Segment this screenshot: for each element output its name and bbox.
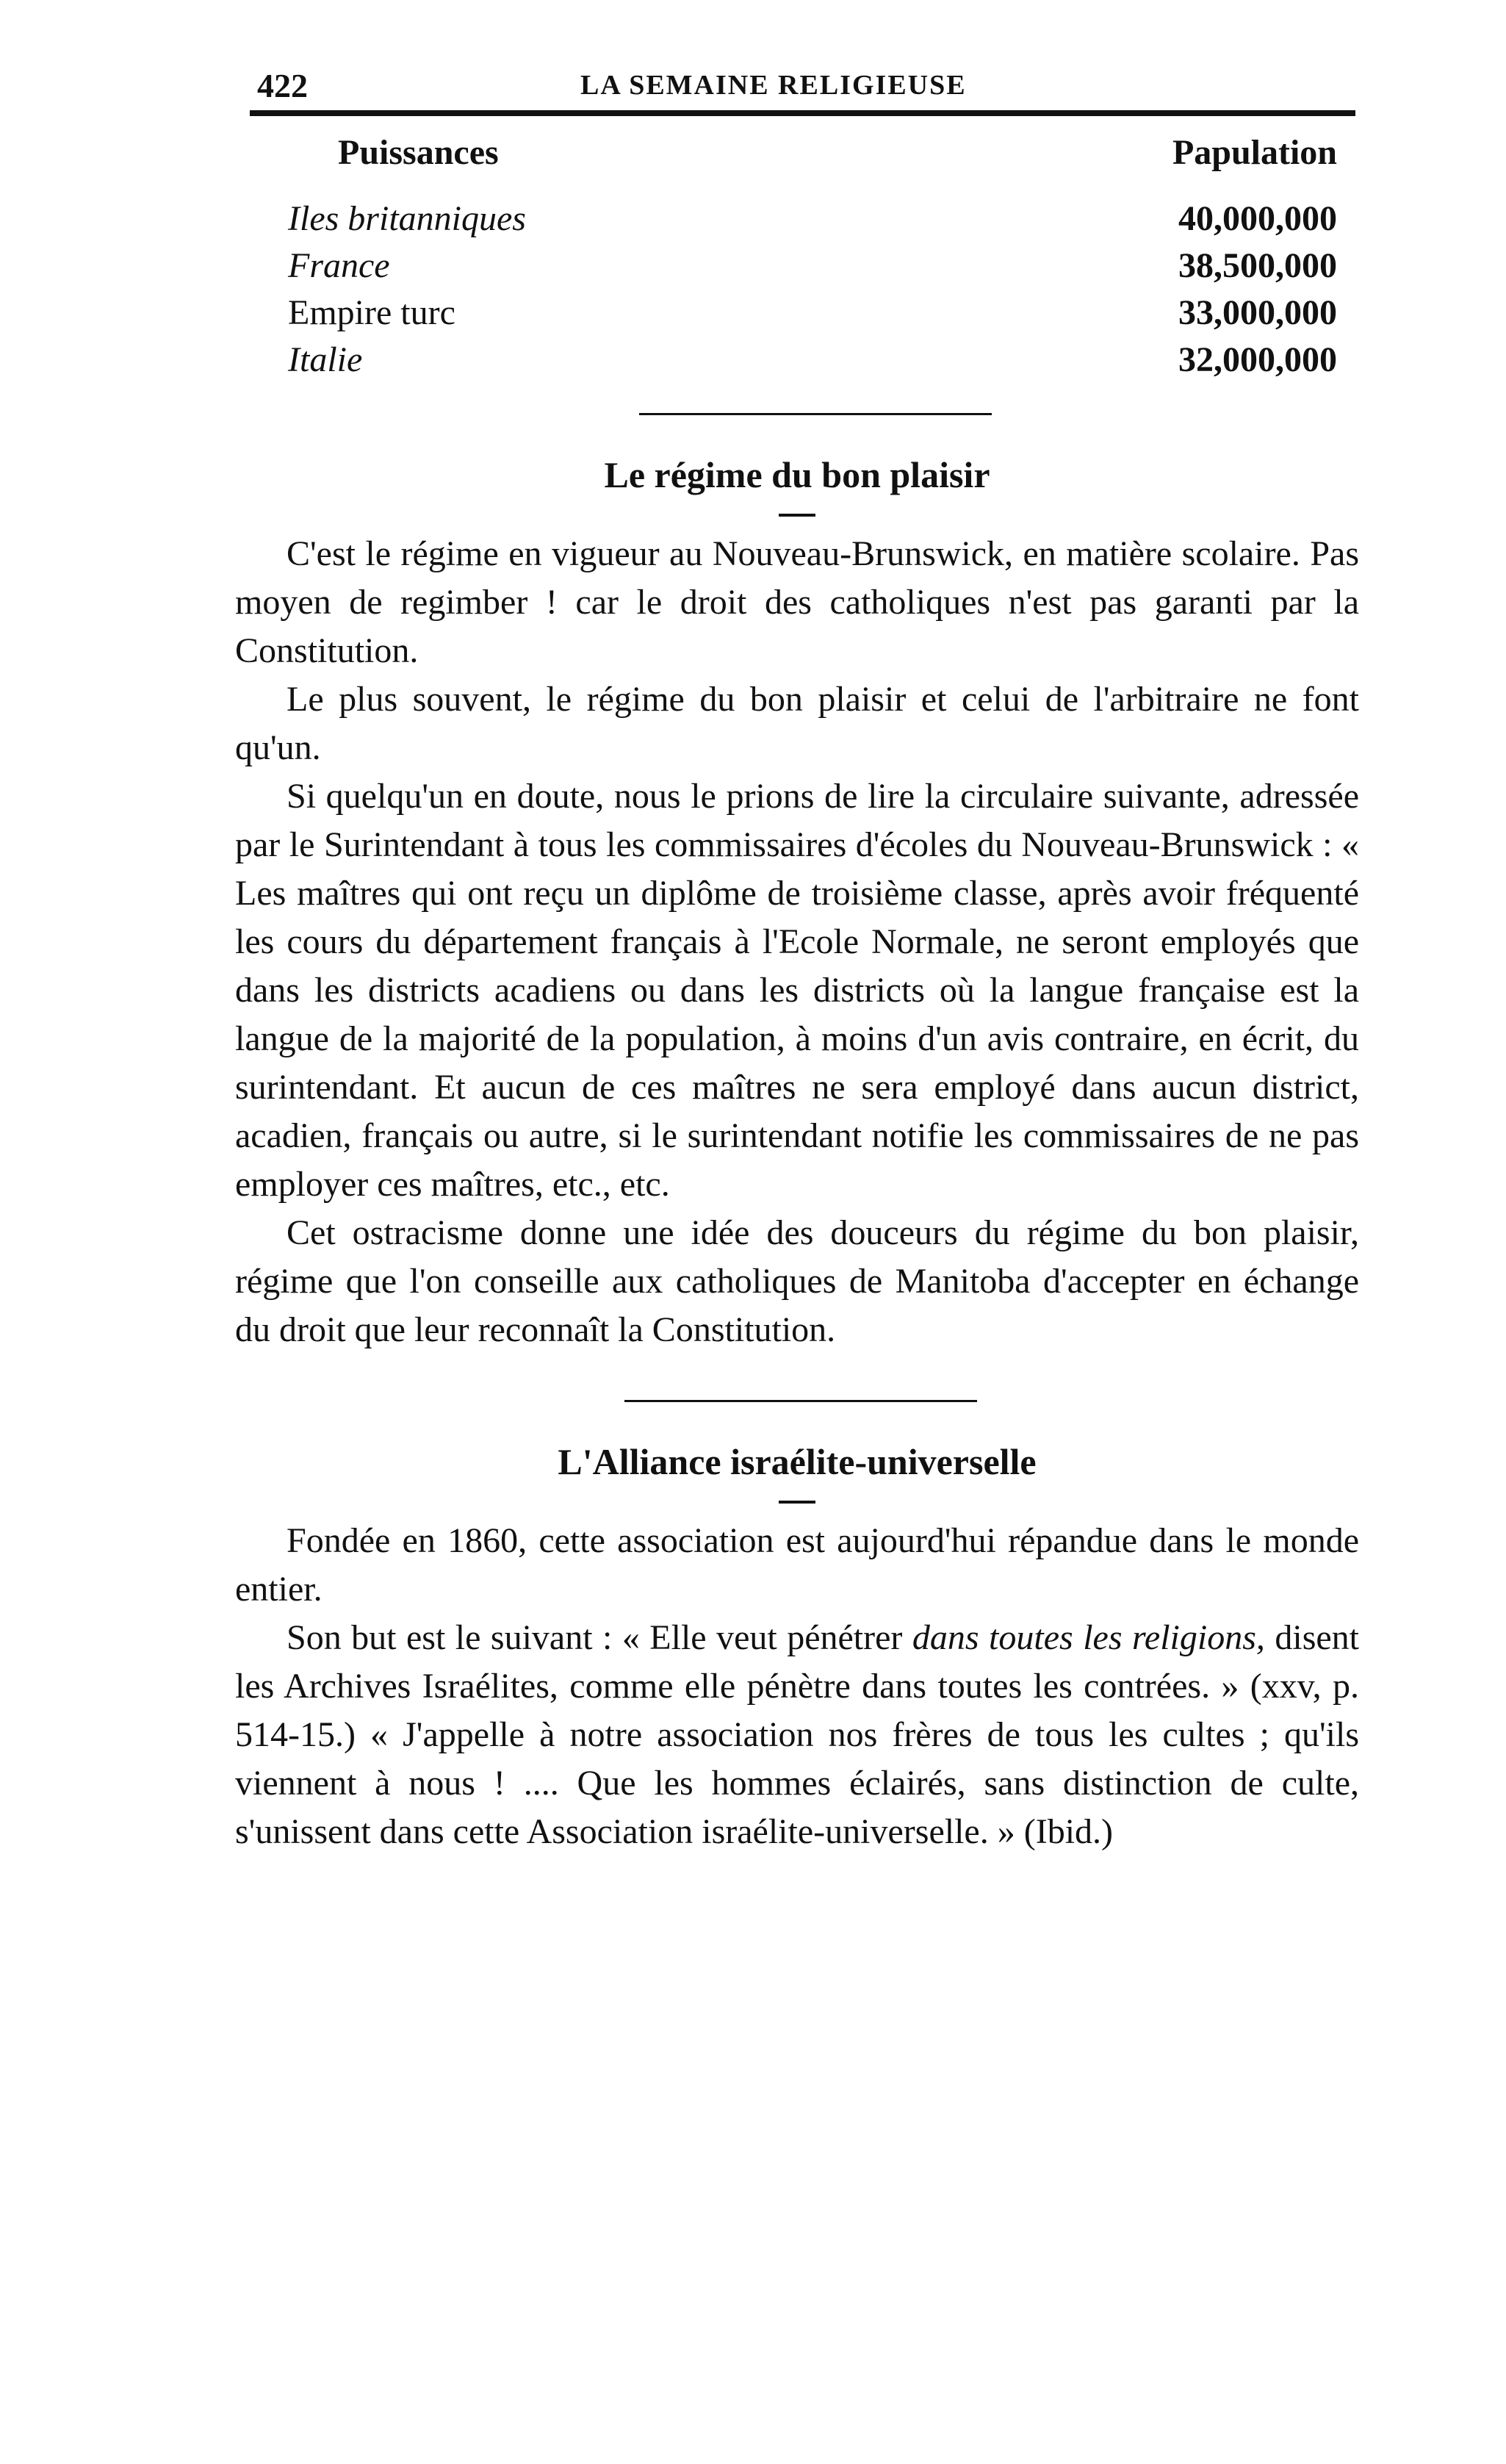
column-header-population: Papulation: [1172, 133, 1337, 172]
population-table-header: [235, 129, 1359, 176]
section-body-alliance: [235, 1517, 1359, 1856]
section-separator: [624, 1400, 977, 1402]
section-body-bon-plaisir: [235, 530, 1359, 1354]
paragraph: [235, 1614, 1359, 1856]
column-header-powers: Puissances: [338, 133, 499, 172]
population-value: 33,000,000: [1178, 293, 1337, 332]
section-title-alliance: L'Alliance israélite-universelle: [558, 1441, 1037, 1482]
section-title-bon-plaisir: Le régime du bon plaisir: [604, 454, 990, 495]
page-number: 422: [257, 67, 308, 104]
population-value: 40,000,000: [1178, 199, 1337, 238]
document-page: [235, 51, 1359, 1856]
running-head: [235, 51, 1359, 110]
section-separator: [639, 413, 992, 415]
table-row: [235, 243, 1359, 290]
header-rule: [250, 110, 1355, 116]
table-row: [235, 195, 1359, 243]
text-run: disent les Archives Israélites, comme elle pénètre dans toutes les contrées. » (xxv, p. 514-15.) « J'appelle à notre association nos frères de tous les cultes ; qu'ils viennent à nous ! .... Que les hommes éclairés, sans distinction de culte, s'unissent dans cette Association israélite-universelle. » (Ibid.): [235, 1618, 1360, 1851]
italic-text-run: dans toutes les religions,: [912, 1618, 1265, 1657]
population-value: 38,500,000: [1178, 246, 1337, 285]
paragraph: Cet ostracisme donne une idée des douceurs du régime du bon plaisir, régime que l'on conseille aux catholiques de Manitoba d'accepter en échange du droit que leur reconnaît la Constitution.: [235, 1213, 1359, 1349]
paragraph: C'est le régime en vigueur au Nouveau-Brunswick, en matière scolaire. Pas moyen de regimber ! car le droit des catholiques n'est pas garanti par la Constitution.: [235, 534, 1359, 670]
country-name: Empire turc: [288, 293, 455, 332]
title-dash: [779, 1501, 815, 1504]
paragraph: Le plus souvent, le régime du bon plaisir et celui de l'arbitraire ne font qu'un.: [235, 680, 1359, 767]
paragraph: Fondée en 1860, cette association est aujourd'hui répandue dans le monde entier.: [235, 1521, 1359, 1609]
text-run: Son but est le suivant : « Elle veut pénétrer: [287, 1618, 912, 1657]
country-name: France: [288, 246, 390, 285]
population-table: [235, 129, 1359, 384]
title-dash: [779, 514, 815, 517]
country-name: Italie: [288, 340, 363, 379]
journal-title: LA SEMAINE RELIGIEUSE: [580, 70, 967, 101]
table-row: [235, 290, 1359, 337]
paragraph: Si quelqu'un en doute, nous le prions de lire la circulaire suivante, adressée par le Surintendant à tous les commissaires d'écoles du Nouveau-Brunswick : « Les maîtres qui ont reçu un diplôme de troisième classe, après avoir fréquenté les cours du département français à l'Ecole Normale, ne seront employés que dans les districts acadiens ou dans les districts où la langue française est la langue de la majorité de la population, à moins d'un avis contraire, en écrit, du surintendant. Et aucun de ces maîtres ne sera employé dans aucun district, acadien, français ou autre, si le surintendant notifie les commissaires de ne pas employer ces maîtres, etc., etc.: [235, 777, 1359, 1204]
country-name: Iles britanniques: [288, 199, 526, 238]
population-value: 32,000,000: [1178, 340, 1337, 379]
table-row: [235, 337, 1359, 384]
